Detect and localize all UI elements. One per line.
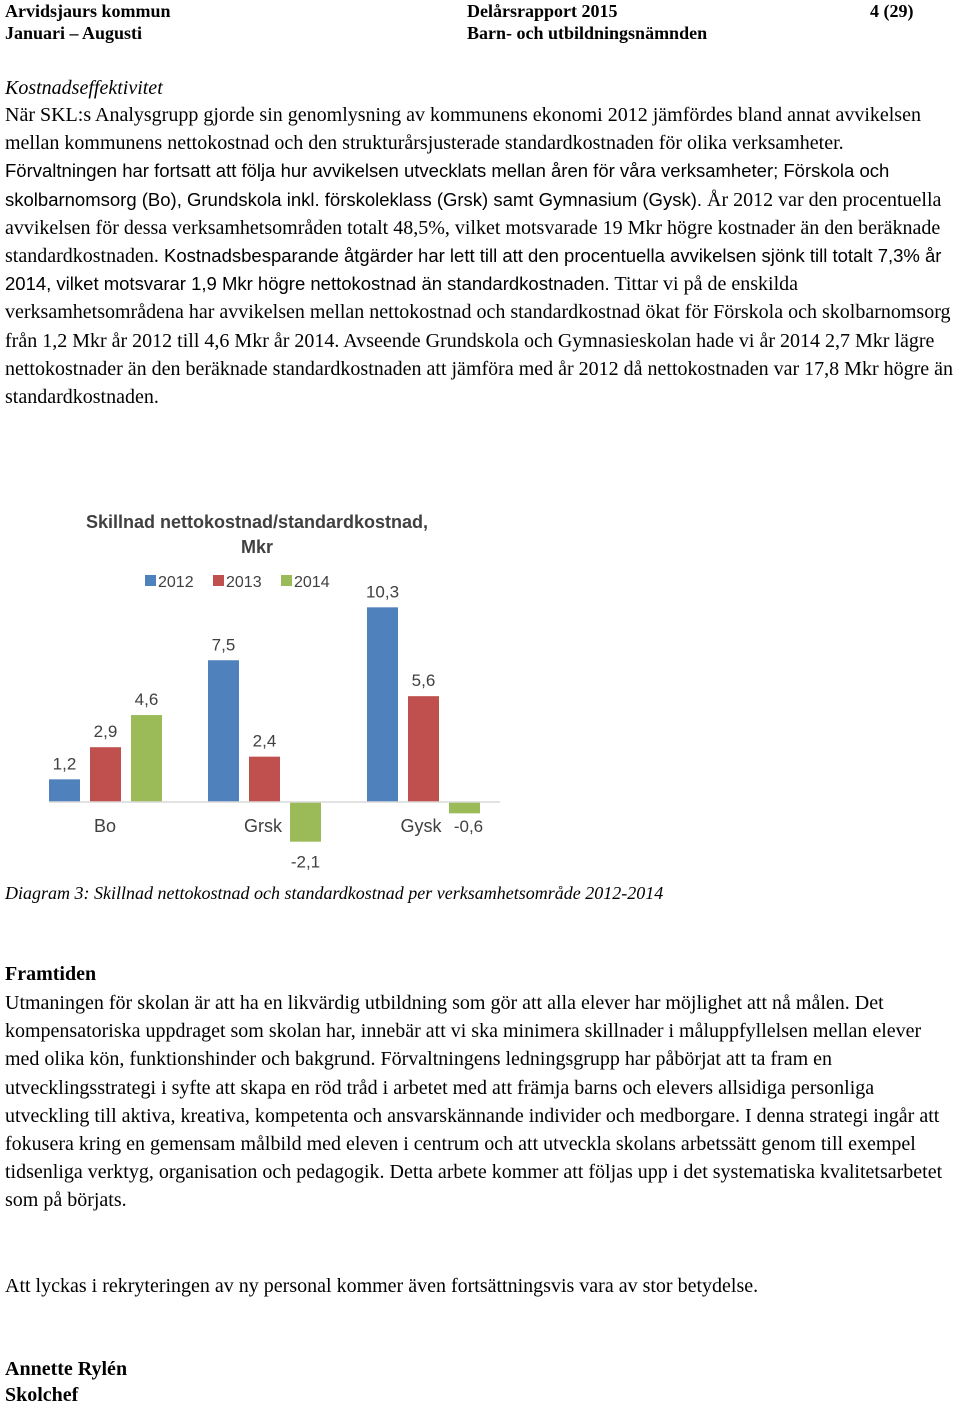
bar-gysk-2013 bbox=[408, 696, 439, 802]
bar-bo-2013 bbox=[90, 747, 121, 802]
legend-swatch-2013 bbox=[213, 575, 224, 586]
value-label-bo-2012: 1,2 bbox=[52, 754, 77, 774]
header-report: Delårsrapport 2015 bbox=[467, 1, 618, 21]
category-label-grsk: Grsk bbox=[244, 816, 282, 836]
value-label-gysk-2014: -0,6 bbox=[453, 817, 484, 836]
kostnad-text-e: Tittar vi på de enskilda verksamhetsområdena har avvikelsen mellan nettokostnad och standardkostnad ökat för Förskola och skolbarnomsorg från 1,2 Mkr år 2012 till 4,6 Mkr år 2014. Avseende Grundskola och Gymnasieskolan hade vi år 2014 2,7 Mkr lägre nettokostnader än den beräknade standardkostnaden att jämföra med år 2012 då nettokostnaden var 17,8 Mkr högre än standardkostnaden. bbox=[5, 273, 954, 409]
legend-label-2013: 2013 bbox=[226, 574, 262, 591]
framtiden-paragraph-1: Utmaningen för skolan är att ha en likvärdig utbildning som gör att alla elever har möjlighet att nå målen. Det kompensatoriska uppdraget som skolan har, innebär att vi ska minimera skillnader i måluppfyllelsen mellan elever med olika kön, funktionshinder och bakgrund. Förvaltningens ledningsgrupp har påbörjat att ta fram en utvecklingsstrategi i syfte att skapa en röd tråd i arbetet med att främja barns och elevers allsidiga personliga utveckling till aktiva, kreativa, kompetenta och ansvarskännande individer och medborgare. I denna strategi ingår att fokusera kring en gemensam målbild med eleven i centrum och att utveckla skolans arbetssätt genom till exempel tidsenliga verktyg, organisation och pedagogik. Detta arbete kommer att följas upp i det systematiska kvalitetsarbetet som på börjats. bbox=[5, 992, 943, 1212]
header-municipality: Arvidsjaurs kommun bbox=[5, 1, 171, 21]
bar-gysk-2012 bbox=[367, 607, 398, 802]
chart-caption: Diagram 3: Skillnad nettokostnad och standardkostnad per verksamhetsområde 2012-2014 bbox=[5, 883, 664, 903]
bar-grsk-2012 bbox=[208, 660, 239, 802]
value-label-bo-2014: 4,6 bbox=[134, 690, 159, 710]
header-period: Januari – Augusti bbox=[5, 23, 143, 43]
category-label-bo: Bo bbox=[93, 816, 117, 836]
value-label-bo-2013: 2,9 bbox=[93, 722, 118, 742]
header-board: Barn- och utbildningsnämnden bbox=[467, 23, 708, 43]
kostnad-text-b: Förvaltningen har fortsatt att följa hur avvikelsen utvecklats mellan åren för våra verksamheter; Förskola och skolbarnomsorg (Bo), Grundskola inkl. förskoleklass (Grsk) samt Gymnasium (Gysk). bbox=[5, 160, 890, 210]
value-label-grsk-2014: -2,1 bbox=[290, 852, 321, 870]
kostnad-title: Kostnadseffektivitet bbox=[5, 77, 163, 99]
header-page: 4 (29) bbox=[870, 1, 914, 21]
cost-difference-chart bbox=[20, 500, 520, 870]
kostnad-text-c: År 2012 var den procentuella avvikelsen för dessa verksamhetsområden totalt 48,5%, vilket motsvarade 19 Mkr högre kostnader än den beräknade standardkostnaden. bbox=[5, 188, 942, 268]
kostnad-paragraph bbox=[5, 101, 955, 411]
framtiden-paragraph-2: Att lyckas i rekryteringen av ny personal kommer även fortsättningsvis vara av stor betydelse. bbox=[5, 1275, 759, 1297]
category-label-gysk: Gysk bbox=[400, 816, 442, 836]
kostnad-text-d: Kostnadsbesparande åtgärder har lett till att den procentuella avvikelsen sjönk till totalt 7,3% år 2014, vilket motsvarar 1,9 Mkr högre nettokostnad än standardkostnaden. bbox=[5, 245, 942, 295]
legend-swatch-2012 bbox=[145, 575, 156, 586]
framtiden-title: Framtiden bbox=[5, 963, 97, 985]
value-label-grsk-2013: 2,4 bbox=[252, 731, 277, 751]
legend-swatch-2014 bbox=[281, 575, 292, 586]
bar-gysk-2014 bbox=[449, 802, 480, 813]
bar-grsk-2014 bbox=[290, 802, 321, 842]
bar-grsk-2013 bbox=[249, 757, 280, 802]
legend-label-2014: 2014 bbox=[294, 574, 330, 591]
kostnad-text-a: När SKL:s Analysgrupp gjorde sin genomlysning av kommunens ekonomi 2012 jämfördes bland annat avvikelsen mellan kommunens nettokostnad och den strukturårsjusterade standardkostnaden för olika verksamheter. bbox=[5, 104, 921, 155]
signature-title: Skolchef bbox=[5, 1384, 79, 1406]
value-label-grsk-2012: 7,5 bbox=[211, 635, 236, 655]
legend-label-2012: 2012 bbox=[158, 574, 194, 591]
chart-title-line2: Mkr bbox=[240, 537, 274, 557]
signature-name: Annette Rylén bbox=[5, 1358, 128, 1380]
value-label-gysk-2012: 10,3 bbox=[365, 582, 400, 602]
bar-bo-2014 bbox=[131, 715, 162, 802]
value-label-gysk-2013: 5,6 bbox=[411, 671, 436, 691]
chart-title-line1: Skillnad nettokostnad/standardkostnad, bbox=[85, 512, 429, 532]
bar-bo-2012 bbox=[49, 779, 80, 802]
